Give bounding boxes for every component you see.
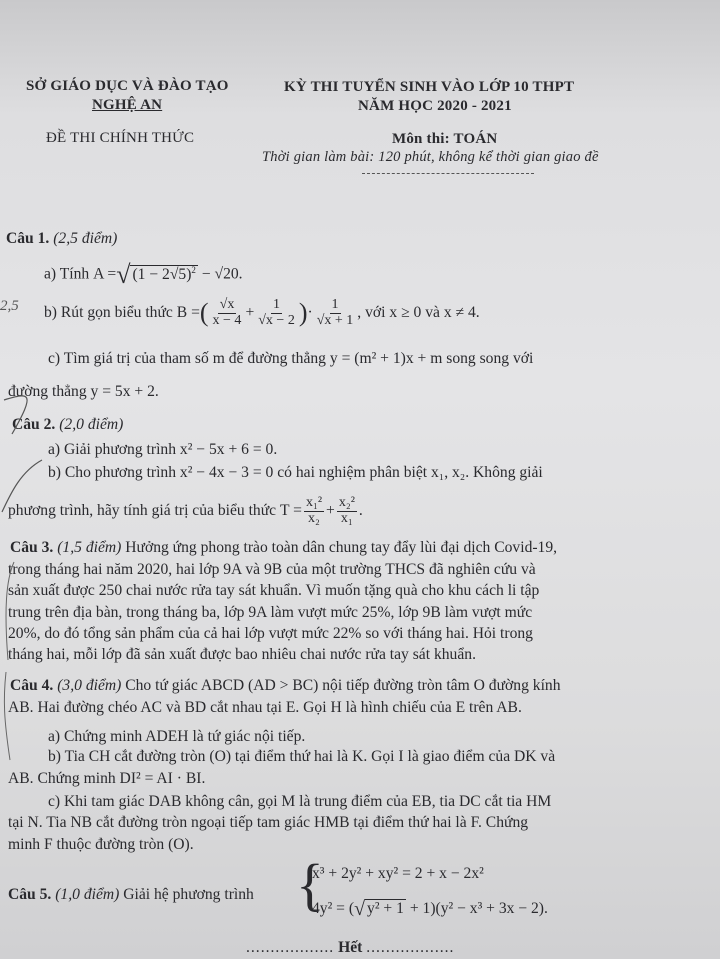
system-brace: { (296, 852, 324, 917)
q3-line-4: trung trên địa bàn, trong tháng ba, lớp 9A làm vượt mức 25%, lớp 9B làm vượt mức (8, 604, 533, 621)
q4-part-c-line2: tại N. Tia NB cắt đường tròn ngoại tiếp tam giác HMB tại điểm thứ hai là F. Chứng (8, 814, 529, 831)
official-label: ĐỀ THI CHÍNH THỨC (46, 130, 195, 146)
q3-line-1: Câu 3. (1,5 điểm) Hưởng ứng phong trào toàn dân chung tay đẩy lùi đại dịch Covid-19, (10, 539, 558, 556)
q3-line-3: sản xuất được 250 chai nước rửa tay sát khuẩn. Vì muốn tặng quà cho khu cách li tập (8, 582, 540, 599)
school-year: NĂM HỌC 2020 - 2021 (358, 98, 512, 114)
q2-part-b-line2: phương trình, hãy tính giá trị của biểu thức T = $\frac{\text{x₁²}}{\text{x₂}}$ + $\frac{\text{x₂²}}{\text{x₁}}$ . (8, 495, 363, 526)
q4-part-b-line2: AB. Chứng minh DI² = AI · BI. (8, 770, 206, 787)
q2-part-a: a) Giải phương trình x² − 5x + 6 = 0. (48, 441, 278, 458)
pencil-mark (4, 672, 10, 760)
subject-label: Môn thi: TOÁN (392, 131, 498, 147)
q1-part-b: b) Rút gọn biểu thức B =( $\frac{√x}{x - 4}$ + $\frac{1}{√x - 2}$ )· $\frac{1}{√x + 1}$ , với x ≥ 0 và x ≠ 4. (44, 297, 480, 328)
province-name: NGHỆ AN (92, 97, 163, 113)
exam-title: KỲ THI TUYỂN SINH VÀO LỚP 10 THPT (284, 79, 575, 95)
pencil-mark (6, 562, 14, 660)
q1-margin-note: 2,5 (0, 298, 19, 314)
duration-note: Thời gian làm bài: 120 phút, không kể thời gian giao đề (262, 149, 599, 165)
q4-part-b-line1: b) Tia CH cắt đường tròn (O) tại điểm thứ hai là K. Gọi I là giao điểm của DK và (48, 748, 556, 765)
q3-line-5: 20%, do đó tổng sản phẩm của cả hai lớp vượt mức 22% so với tháng hai. Hỏi trong (8, 625, 533, 642)
q1-part-a: a) Tính A =√ $(1 - 2√5)^2 - √20$. (44, 260, 243, 289)
q5-equation-1: x³ + 2y² + xy² = 2 + x − 2x² (312, 865, 484, 882)
department-name: SỞ GIÁO DỤC VÀ ĐÀO TẠO (26, 78, 229, 94)
end-marker: .................. Hết .................. (246, 939, 455, 956)
q4-part-c-line3: minh F thuộc đường tròn (O). (8, 836, 194, 853)
q5-equation-2: 4y² = (√ y² + 1 + 1)(y² − x³ + 3x − 2). (312, 898, 548, 920)
q4-intro-line-2: AB. Hai đường chéo AC và BD cắt nhau tại E. Gọi H là hình chiếu của E trên AB. (8, 699, 522, 716)
q3-line-2: trong tháng hai năm 2020, hai lớp 9A và 9B của một trường THCS đã nghiên cứu và (8, 561, 536, 578)
q4-part-c-line1: c) Khi tam giác DAB không cân, gọi M là trung điểm của EB, tia DC cắt tia HM (48, 793, 552, 810)
q2-title: Câu 2. (2,0 điểm) (12, 416, 124, 433)
q2-part-b-line1: b) Cho phương trình x² − 4x − 3 = 0 có hai nghiệm phân biệt x₁, x₂. Không giải (48, 464, 543, 481)
q1-part-c-line2: đường thẳng y = 5x + 2. (8, 383, 159, 400)
q1-title: Câu 1. (2,5 điểm) (6, 230, 118, 247)
q4-intro-line-1: Câu 4. (3,0 điểm) Cho tứ giác ABCD (AD > BC) nội tiếp đường tròn tâm O đường kính (10, 677, 561, 694)
q4-part-a: a) Chứng minh ADEH là tứ giác nội tiếp. (48, 728, 306, 745)
q5-title: Câu 5. (1,0 điểm) Giải hệ phương trình (8, 886, 254, 903)
q3-line-6: tháng hai, mỗi lớp đã sản xuất được bao nhiêu chai nước rửa tay sát khuẩn. (8, 646, 476, 663)
pencil-mark (4, 396, 27, 434)
q1-part-c-line1: c) Tìm giá trị của tham số m để đường thẳng y = (m² + 1)x + m song song với (48, 350, 534, 367)
pencil-mark (2, 460, 42, 512)
